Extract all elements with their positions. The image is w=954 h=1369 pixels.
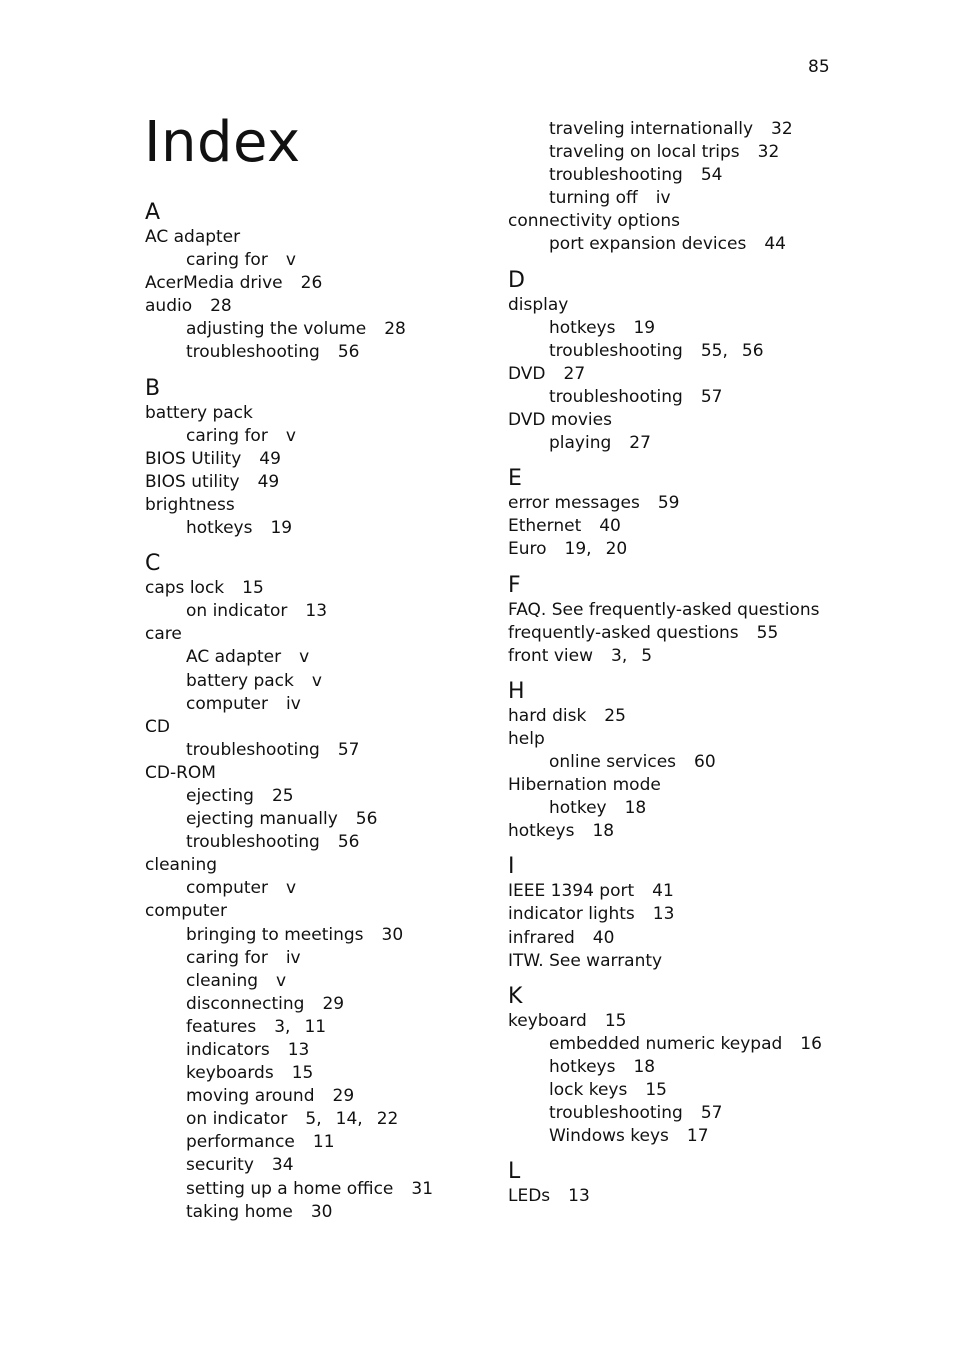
index-subentry xyxy=(145,1131,545,1154)
index-term: CD xyxy=(145,716,170,737)
page-title: Index xyxy=(144,110,301,175)
index-term: help xyxy=(508,728,545,749)
index-subentry xyxy=(145,318,545,341)
index-subentry xyxy=(145,249,545,272)
index-continuation xyxy=(508,118,908,257)
page-reference: 19, xyxy=(564,539,592,560)
index-entry xyxy=(145,577,545,600)
index-term: port expansion devices xyxy=(549,234,747,255)
index-term: taking home xyxy=(186,1201,293,1222)
index-subentry xyxy=(145,600,545,623)
index-term: LEDs xyxy=(508,1186,551,1207)
page-reference: 49 xyxy=(259,448,281,469)
index-entry xyxy=(508,492,908,515)
index-entry xyxy=(145,854,545,877)
page-reference: 16 xyxy=(800,1033,822,1054)
index-term: DVD movies xyxy=(508,410,612,431)
index-entry xyxy=(145,272,545,295)
page-reference: v xyxy=(286,878,297,899)
index-term: connectivity options xyxy=(508,211,681,232)
page-reference: 30 xyxy=(310,1201,333,1222)
index-term: display xyxy=(508,294,569,315)
index-term: embedded numeric keypad xyxy=(549,1033,783,1054)
page-reference: 18 xyxy=(624,798,647,819)
page-reference: 57 xyxy=(337,739,360,760)
index-term: features xyxy=(186,1016,257,1037)
page-reference: 40 xyxy=(592,927,615,948)
section-letter: C xyxy=(145,551,161,577)
page-reference: 22 xyxy=(376,1109,399,1130)
index-column-left xyxy=(145,200,545,1235)
index-subentry xyxy=(145,947,545,970)
page-reference: v xyxy=(285,425,296,446)
index-entry xyxy=(145,448,545,471)
index-subentry xyxy=(145,425,545,448)
index-term: DVD xyxy=(508,363,546,384)
index-term: setting up a home office xyxy=(186,1178,394,1199)
section-letter: K xyxy=(508,983,523,1009)
index-term: caps lock xyxy=(145,578,225,599)
index-term: ejecting manually xyxy=(186,809,338,830)
index-term: turning off xyxy=(549,188,638,209)
index-subentry xyxy=(508,340,908,363)
page-reference: v xyxy=(285,250,296,271)
page-reference: 56 xyxy=(741,340,764,361)
index-term: IEEE 1394 port xyxy=(508,881,635,902)
page-reference: 20 xyxy=(605,539,628,560)
index-subentry xyxy=(508,164,908,187)
index-term: CD-ROM xyxy=(145,762,216,783)
index-subentry xyxy=(145,808,545,831)
index-subentry xyxy=(145,785,545,808)
index-term: FAQ. See frequently-asked questions xyxy=(508,599,820,620)
page-reference: iv xyxy=(285,947,301,968)
index-subentry xyxy=(145,1085,545,1108)
page-reference: 19 xyxy=(633,317,656,338)
index-entry xyxy=(508,294,908,317)
index-term: caring for xyxy=(186,425,268,446)
index-term: moving around xyxy=(186,1086,315,1107)
index-term: online services xyxy=(549,751,677,772)
index-subentry xyxy=(145,1178,545,1201)
index-subentry xyxy=(145,739,545,762)
index-entry xyxy=(508,622,908,645)
index-entry xyxy=(145,623,545,646)
index-section xyxy=(508,573,908,668)
page-reference: 19 xyxy=(270,518,293,539)
index-term: caring for xyxy=(186,250,268,271)
page-reference: 15 xyxy=(604,1010,627,1031)
index-term: audio xyxy=(145,296,193,317)
index-term: indicators xyxy=(186,1040,270,1060)
index-subentry xyxy=(508,797,908,820)
page-reference: 31 xyxy=(411,1178,434,1199)
page-reference: 60 xyxy=(694,751,716,772)
page-reference: 5 xyxy=(641,645,653,666)
section-letter: A xyxy=(145,200,161,225)
page-reference: 11 xyxy=(304,1016,327,1037)
page-reference: 57 xyxy=(700,386,723,407)
index-entry xyxy=(508,820,908,843)
index-subentry xyxy=(508,233,908,256)
index-entry xyxy=(145,494,545,517)
index-term: battery pack xyxy=(186,670,294,691)
index-subentry xyxy=(145,341,545,364)
page-reference: 14, xyxy=(335,1109,363,1130)
page-reference: iv xyxy=(655,188,671,209)
index-subentry xyxy=(508,1102,908,1125)
index-term: computer xyxy=(145,901,227,922)
index-section xyxy=(508,984,908,1149)
page-reference: 13 xyxy=(652,904,675,925)
section-letter: D xyxy=(508,267,525,293)
index-term: troubleshooting xyxy=(186,342,320,363)
index-term: frequently-asked questions xyxy=(508,622,739,643)
index-subentry xyxy=(508,1056,908,1079)
index-section xyxy=(508,854,908,972)
index-term: traveling on local trips xyxy=(549,142,740,163)
index-subentry xyxy=(508,118,908,141)
page-reference: 49 xyxy=(257,471,280,492)
page-reference: 40 xyxy=(599,516,621,537)
index-entry xyxy=(508,774,908,797)
page-reference: 18 xyxy=(633,1056,656,1077)
index-section xyxy=(508,679,908,844)
index-section xyxy=(508,268,908,456)
page-reference: 13 xyxy=(568,1186,590,1207)
index-section xyxy=(145,200,545,365)
index-term: ejecting xyxy=(186,785,254,806)
index-term: front view xyxy=(508,645,593,666)
index-term: troubleshooting xyxy=(549,386,683,407)
index-entry xyxy=(508,1185,908,1208)
index-entry xyxy=(508,599,908,622)
index-term: lock keys xyxy=(549,1080,628,1100)
index-entry xyxy=(145,762,545,785)
page-reference: 18 xyxy=(592,821,615,842)
index-subentry xyxy=(508,317,908,340)
page-reference: 55, xyxy=(700,340,728,361)
index-term: disconnecting xyxy=(186,993,305,1014)
page-reference: 27 xyxy=(563,363,586,384)
page-reference: 27 xyxy=(629,433,651,454)
index-subentry xyxy=(145,877,545,900)
page-reference: 41 xyxy=(652,881,674,902)
index-subentry xyxy=(145,1039,545,1062)
index-entry xyxy=(508,950,908,973)
index-subentry xyxy=(508,187,908,210)
index-section xyxy=(145,551,545,1224)
index-entry xyxy=(508,1010,908,1033)
index-term: adjusting the volume xyxy=(186,319,367,340)
page-reference: 15 xyxy=(291,1063,314,1084)
index-subentry xyxy=(508,141,908,164)
index-term: security xyxy=(186,1155,254,1176)
index-term: caring for xyxy=(186,947,268,968)
index-entry xyxy=(508,927,908,950)
index-term: cleaning xyxy=(145,855,218,876)
page-reference: 56 xyxy=(337,342,360,363)
index-entry xyxy=(508,903,908,926)
index-term: ITW. See warranty xyxy=(508,950,663,971)
index-subentry xyxy=(508,386,908,409)
section-letter: B xyxy=(145,375,161,401)
page-reference: 28 xyxy=(210,296,232,317)
page-reference: 56 xyxy=(355,809,378,830)
page-reference: 29 xyxy=(332,1086,355,1107)
index-term: Hibernation mode xyxy=(508,775,661,796)
index-term: BIOS Utility xyxy=(145,448,242,469)
index-term: playing xyxy=(549,433,612,454)
index-term: on indicator xyxy=(186,1109,288,1130)
index-entry xyxy=(508,409,908,432)
index-entry xyxy=(145,226,545,249)
index-subentry xyxy=(145,1201,545,1224)
index-term: computer xyxy=(186,878,268,899)
index-term: AcerMedia drive xyxy=(145,273,283,294)
page-reference: 15 xyxy=(645,1080,667,1100)
index-subentry xyxy=(145,1016,545,1039)
page-reference: 3, xyxy=(611,645,628,666)
index-term: traveling internationally xyxy=(549,119,753,139)
index-term: hotkey xyxy=(549,798,607,819)
index-subentry xyxy=(145,517,545,540)
page-reference: iv xyxy=(286,693,301,714)
index-subentry xyxy=(145,924,545,947)
page-reference: v xyxy=(311,670,322,691)
index-subentry xyxy=(145,1062,545,1085)
index-subentry xyxy=(508,1079,908,1102)
index-subentry xyxy=(145,970,545,993)
page-reference: 56 xyxy=(337,832,360,853)
page-reference: 32 xyxy=(771,119,793,139)
index-entry xyxy=(145,295,545,318)
index-subentry xyxy=(508,751,908,774)
index-term: troubleshooting xyxy=(549,1103,683,1124)
page-reference: 29 xyxy=(322,993,345,1014)
index-term: bringing to meetings xyxy=(186,924,364,945)
index-term: indicator lights xyxy=(508,904,635,925)
index-term: cleaning xyxy=(186,970,259,991)
index-subentry xyxy=(145,670,545,693)
page-reference: 25 xyxy=(271,785,294,806)
index-term: hotkeys xyxy=(549,1056,616,1077)
section-letter: H xyxy=(508,678,525,704)
page-reference: 28 xyxy=(384,319,406,340)
page-reference: 13 xyxy=(287,1040,310,1060)
page-reference: 3, xyxy=(274,1016,291,1037)
index-entry xyxy=(145,402,545,425)
index-section xyxy=(508,466,908,561)
index-entry xyxy=(508,645,908,668)
index-term: Euro xyxy=(508,539,547,560)
page-reference: 32 xyxy=(757,142,780,163)
index-term: hotkeys xyxy=(186,518,253,539)
page-reference: v xyxy=(276,970,287,991)
index-subentry xyxy=(508,1033,908,1056)
index-term: troubleshooting xyxy=(186,739,320,760)
index-term: battery pack xyxy=(145,402,253,423)
page-reference: 59 xyxy=(657,493,680,514)
index-term: AC adapter xyxy=(186,647,282,668)
index-subentry xyxy=(508,432,908,455)
page-reference: 44 xyxy=(764,234,786,255)
section-letter: F xyxy=(508,572,521,598)
section-letter: I xyxy=(508,854,515,880)
page-reference: 11 xyxy=(312,1132,335,1153)
page-reference: 17 xyxy=(686,1126,709,1147)
page-reference: 34 xyxy=(271,1155,294,1176)
index-entry xyxy=(145,716,545,739)
index-term: care xyxy=(145,624,182,645)
index-term: brightness xyxy=(145,494,235,515)
page-reference: 55 xyxy=(756,622,779,643)
index-section xyxy=(145,376,545,541)
index-column-right xyxy=(508,118,908,1219)
index-term: keyboard xyxy=(508,1010,587,1031)
section-letter: E xyxy=(508,466,522,492)
index-entry xyxy=(508,705,908,728)
page-reference: v xyxy=(299,647,310,668)
index-term: troubleshooting xyxy=(549,165,683,186)
index-subentry xyxy=(145,993,545,1016)
index-term: hotkeys xyxy=(508,821,575,842)
index-subentry xyxy=(145,831,545,854)
page-reference: 13 xyxy=(305,601,328,622)
index-section xyxy=(508,1159,908,1208)
index-subentry xyxy=(508,1125,908,1148)
index-term: troubleshooting xyxy=(549,340,683,361)
index-term: hard disk xyxy=(508,705,587,726)
index-subentry xyxy=(145,1108,545,1131)
page-number: 85 xyxy=(808,57,830,77)
index-entry xyxy=(508,210,908,233)
index-entry xyxy=(508,515,908,538)
index-term: troubleshooting xyxy=(186,832,320,853)
page-reference: 57 xyxy=(700,1103,723,1124)
index-entry xyxy=(145,471,545,494)
index-term: hotkeys xyxy=(549,317,616,338)
index-term: computer xyxy=(186,693,268,714)
page-reference: 30 xyxy=(381,924,404,945)
index-term: Ethernet xyxy=(508,516,582,537)
index-term: AC adapter xyxy=(145,227,241,247)
index-term: error messages xyxy=(508,493,640,514)
index-entry xyxy=(508,880,908,903)
index-term: Windows keys xyxy=(549,1126,669,1147)
index-term: BIOS utility xyxy=(145,471,240,492)
index-entry xyxy=(508,363,908,386)
page-reference: 5, xyxy=(305,1109,322,1130)
index-term: infrared xyxy=(508,927,575,948)
index-subentry xyxy=(145,1154,545,1177)
index-subentry xyxy=(145,646,545,669)
page-reference: 15 xyxy=(242,578,264,599)
index-entry xyxy=(508,728,908,751)
page-reference: 26 xyxy=(300,273,323,294)
page-reference: 25 xyxy=(604,705,626,726)
index-entry xyxy=(145,900,545,923)
index-subentry xyxy=(145,693,545,716)
index-term: performance xyxy=(186,1132,295,1153)
index-entry xyxy=(508,538,908,561)
page-reference: 54 xyxy=(700,165,723,186)
index-term: on indicator xyxy=(186,601,288,622)
index-term: keyboards xyxy=(186,1063,274,1084)
section-letter: L xyxy=(508,1159,521,1185)
